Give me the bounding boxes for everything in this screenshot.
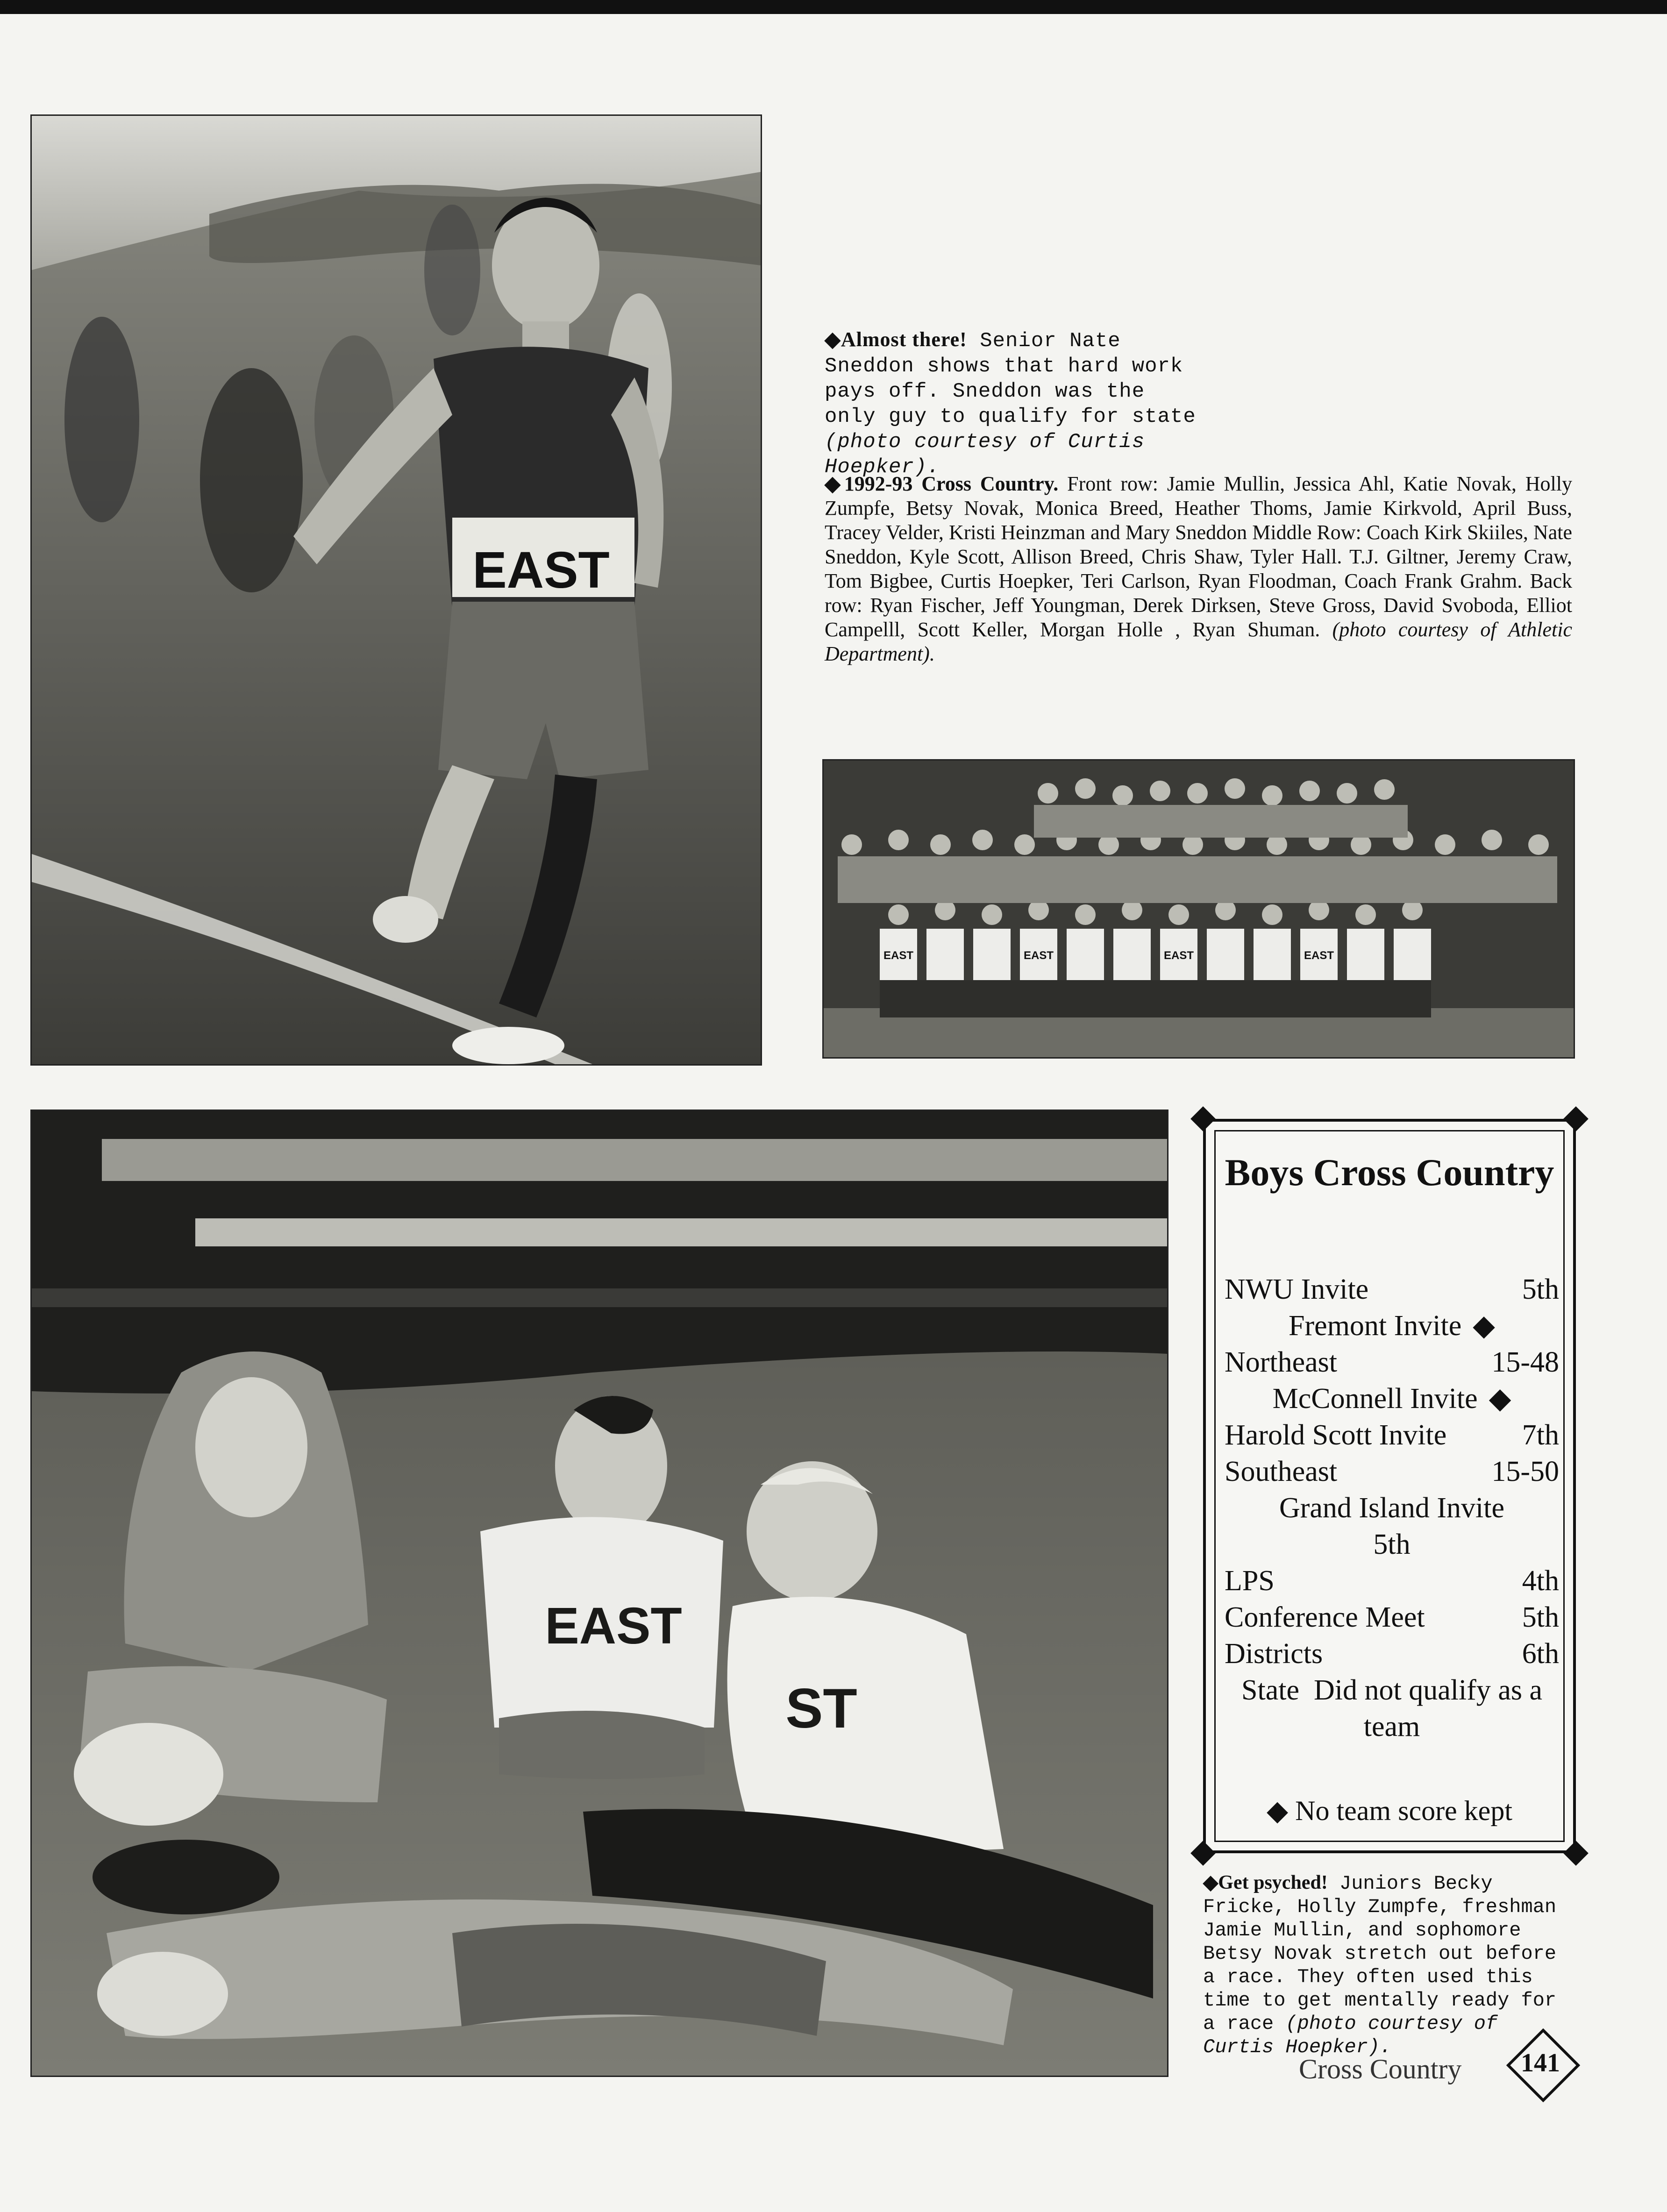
result-row [1225,1308,1559,1344]
result-event: McConnell Invite [1272,1383,1478,1415]
caption-lead: ◆1992-93 Cross Country. [825,472,1059,495]
result-row [1225,1490,1559,1563]
result-value: ◆ [1489,1383,1511,1415]
scorebox-title: Boys Cross Country [1225,1151,1554,1194]
caption-credit: (photo courtesy of Curtis Hoepker). [1203,2013,1498,2058]
result-row [1225,1271,1559,1308]
caption-body: Front row: Jamie Mullin, Jessica Ahl, Katie Novak, Holly Zumpfe, Betsy Novak, Monica Breed, Heather Thoms, Jamie Kirkvold, April Buss, Tracey Velder, Kristi Heinzman and Mary Sneddon Middle Row: Coach Kirk Skiiles, Nate Sneddon, Kyle Scott, Allison Breed, Chris Shaw, Tyler Hall. T.J. Giltner, Jeremy Craw, Tom Bigbee, Curtis Hoepker, Teri Carlson, Ryan Floodman, Coach Frank Grahm. Back row: Ryan Fischer, Jeff Youngman, Derek Dirksen, Steve Gross, David Svoboda, Elliot Campelll, Scott Keller, Morgan Holle , Ryan Shuman. [825,472,1573,641]
runner-photo [30,114,762,1066]
caption-body: Senior Nate Sneddon shows that hard work pays off. Sneddon was the only guy to qualify for state [825,329,1196,428]
result-value: 15-50 [1491,1456,1559,1487]
result-event: Grand Island Invite [1279,1492,1505,1524]
sweatshirt-text-right: ST [785,1677,857,1740]
result-event: Southeast [1225,1456,1338,1487]
result-value: 6th [1522,1638,1559,1670]
corner-diamond-icon [1563,1106,1589,1131]
boys-cross-country-scorebox [1203,1119,1576,1853]
runner-photo-caption [825,327,1208,480]
result-row [1225,1344,1559,1380]
team-jersey-text: EAST [1023,949,1054,962]
result-value: 5th [1522,1601,1559,1633]
section-footer-label: Cross Country [1299,2054,1462,2084]
result-row [1225,1599,1559,1636]
result-event: Harold Scott Invite [1225,1419,1447,1451]
result-event: Northeast [1225,1346,1338,1378]
team-photo-art [824,761,1574,1057]
result-row [1225,1453,1559,1490]
result-row [1225,1380,1559,1417]
result-event: NWU Invite [1225,1273,1369,1305]
result-value: 7th [1522,1419,1559,1451]
result-row [1225,1417,1559,1453]
corner-diamond-icon [1190,1106,1216,1131]
team-photo-caption [825,472,1572,666]
result-event: Conference Meet [1225,1601,1425,1633]
corner-diamond-icon [1563,1841,1589,1866]
result-value: 4th [1522,1565,1559,1597]
caption-credit: (photo courtesy of Athletic Department). [825,618,1573,665]
result-row [1225,1636,1559,1672]
team-jersey-text: EAST [1304,949,1334,962]
caption-credit: (photo courtesy of Curtis Hoepker). [825,430,1145,479]
result-value: 15-48 [1491,1346,1559,1378]
team-photo [822,759,1575,1059]
result-row [1225,1672,1559,1745]
result-event: Districts [1225,1638,1323,1670]
result-event: State [1241,1674,1299,1706]
stretching-photo-art [32,1111,1167,2076]
scorebox-note: ◆ No team score kept [1267,1795,1512,1826]
corner-diamond-icon [1190,1841,1216,1866]
result-event: Fremont Invite [1289,1310,1462,1342]
result-row [1225,1563,1559,1599]
result-value: 5th [1373,1529,1411,1560]
top-edge-bar [0,0,1667,14]
caption-lead: ◆Almost there! [825,328,967,351]
runner-jersey-text: EAST [472,541,610,599]
stretching-photo [30,1110,1168,2077]
page-number: 141 [1521,2048,1560,2077]
result-value: Did not qualify as a team [1313,1674,1542,1743]
runner-photo-art [32,116,761,1064]
scorebox-results [1225,1271,1559,1745]
caption-body: Juniors Becky Fricke, Holly Zumpfe, freshman Jamie Mullin, and sophomore Betsy Novak stretch out before a race. They often used this time to get mentally ready for a race [1203,1872,1557,2035]
team-jersey-text: EAST [883,949,914,962]
page-number-badge [1505,2027,1575,2098]
result-value: 5th [1522,1273,1559,1305]
team-jersey-text: EAST [1163,949,1194,962]
result-value: ◆ [1473,1310,1495,1342]
caption-lead: ◆Get psyched! [1203,1872,1328,1893]
sweatshirt-text-middle: EAST [545,1597,682,1655]
result-event: LPS [1225,1565,1275,1597]
